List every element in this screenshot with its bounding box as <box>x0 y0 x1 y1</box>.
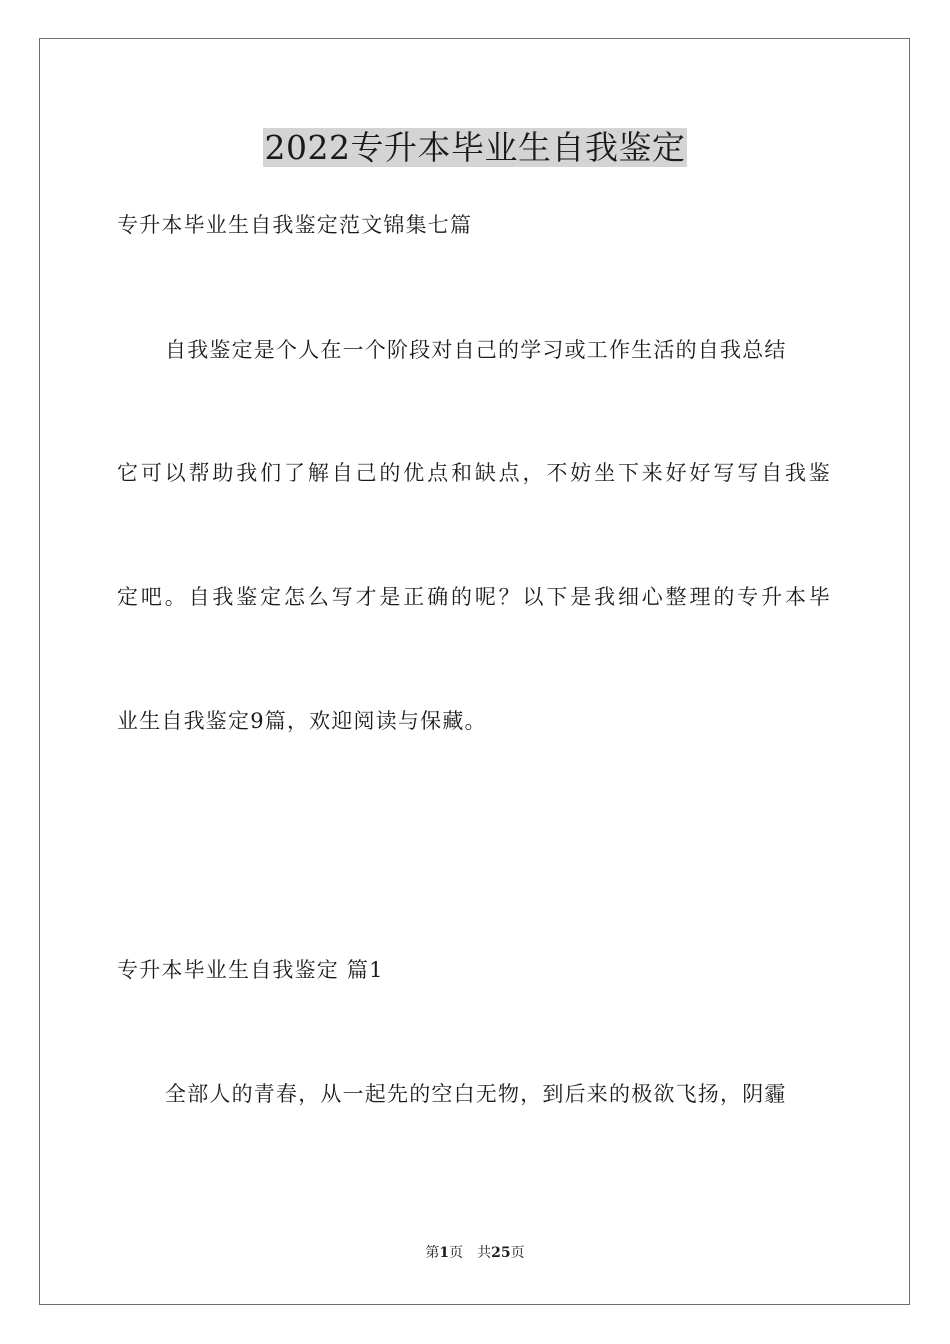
intro-line-2: 它可以帮助我们了解自己的优点和缺点，不妨坐下来好好写写自我鉴 <box>117 461 831 485</box>
footer-total-prefix: 共 <box>477 1245 492 1261</box>
document-title <box>0 126 950 170</box>
footer-total-pages: 25 <box>491 1245 511 1261</box>
document-subtitle: 专升本毕业生自我鉴定范文锦集七篇 <box>117 213 473 237</box>
section-first-line: 全部人的青春，从一起先的空白无物，到后来的极欲飞扬，阴霾 <box>165 1082 787 1106</box>
intro-line-4: 业生自我鉴定9篇，欢迎阅读与保藏。 <box>117 709 487 733</box>
footer-total-suffix: 页 <box>510 1245 525 1261</box>
intro-line-3: 定吧。自我鉴定怎么写才是正确的呢？以下是我细心整理的专升本毕 <box>117 585 831 609</box>
intro-line-1: 自我鉴定是个人在一个阶段对自己的学习或工作生活的自我总结 <box>165 338 787 362</box>
footer-page-number: 1 <box>439 1245 450 1261</box>
footer-page-suffix: 页 <box>449 1245 464 1261</box>
section-heading: 专升本毕业生自我鉴定 篇1 <box>117 958 384 982</box>
page-footer <box>0 1243 950 1263</box>
footer-page-prefix: 第 <box>425 1245 440 1261</box>
document-title-text: 2022专升本毕业生自我鉴定 <box>264 128 686 167</box>
